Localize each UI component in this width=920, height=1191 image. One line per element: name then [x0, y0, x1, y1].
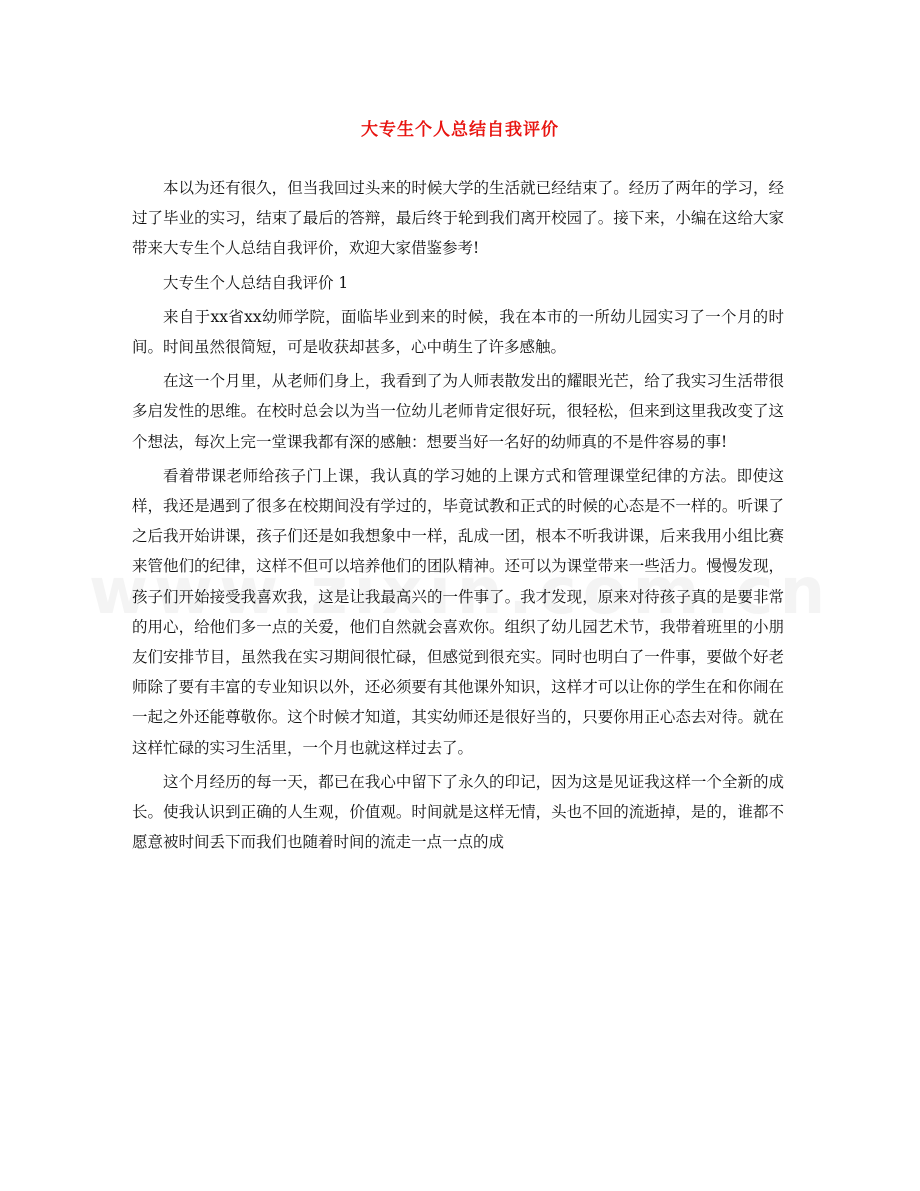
- body-paragraph: 这个月经历的每一天，都已在我心中留下了永久的印记，因为这是见证我这样一个全新的成长。使我认识到正确的人生观，价值观。时间就是这样无情，头也不回的流逝掉，是的，谁都不愿意被时间丢下而我们也随着时间的流走一点一点的成: [132, 772, 784, 852]
- body-paragraph: 在这一个月里，从老师们身上，我看到了为人师表散发出的耀眼光芒，给了我实习生活带很多启发性的思维。在校时总会以为当一位幼儿老师肯定很好玩，很轻松，但来到这里我改变了这个想法，每次上完一堂课我都有深的感触：想要当好一名好的幼师真的不是件容易的事!: [132, 372, 784, 451]
- body-paragraph: 来自于xx省xx幼师学院，面临毕业到来的时候，我在本市的一所幼儿园实习了一个月的时间。时间虽然很简短，可是收获却甚多，心中萌生了许多感触。: [132, 307, 784, 357]
- document-title: 大专生个人总结自我评价: [361, 120, 559, 140]
- body-paragraph: 本以为还有很久，但当我回过头来的时候大学的生活就已经结束了。经历了两年的学习，经过了毕业的实习，结束了最后的答辩，最后终于轮到我们离开校园了。接下来，小编在这给大家带来大专生个人总结自我评价，欢迎大家借鉴参考!: [132, 179, 784, 258]
- body-paragraph: 看着带课老师给孩子门上课，我认真的学习她的上课方式和管理课堂纪律的方法。即使这样，我还是遇到了很多在校期间没有学过的，毕竟试教和正式的时候的心态是不一样的。听课了之后我开始讲课，孩子们还是如我想象中一样，乱成一团，根本不听我讲课，后来我用小组比赛来管他们的纪律，这样不但可以培养他们的团队精神。还可以为课堂带来一些活力。慢慢发现，孩子们开始接受我喜欢我，这是让我最高兴的一件事了。我才发现，原来对待孩子真的是要非常的用心，给他们多一点的关爱，他们自然就会喜欢你。组织了幼儿园艺术节，我带着班里的小朋友们安排节目，虽然我在实习期间很忙碌，但感觉到很充实。同时也明白了一件事，要做个好老师除了要有丰富的专业知识以外，还必须要有其他课外知识，这样才可以让你的学生在和你闹在一起之外还能尊敬你。这个时候才知道，其实幼师还是很好当的，只要你用正心态去对待。就在这样忙碌的实习生活里，一个月也就这样过去了。: [132, 466, 784, 757]
- section-heading: 大专生个人总结自我评价 1: [163, 273, 349, 292]
- document-body: [132, 173, 784, 861]
